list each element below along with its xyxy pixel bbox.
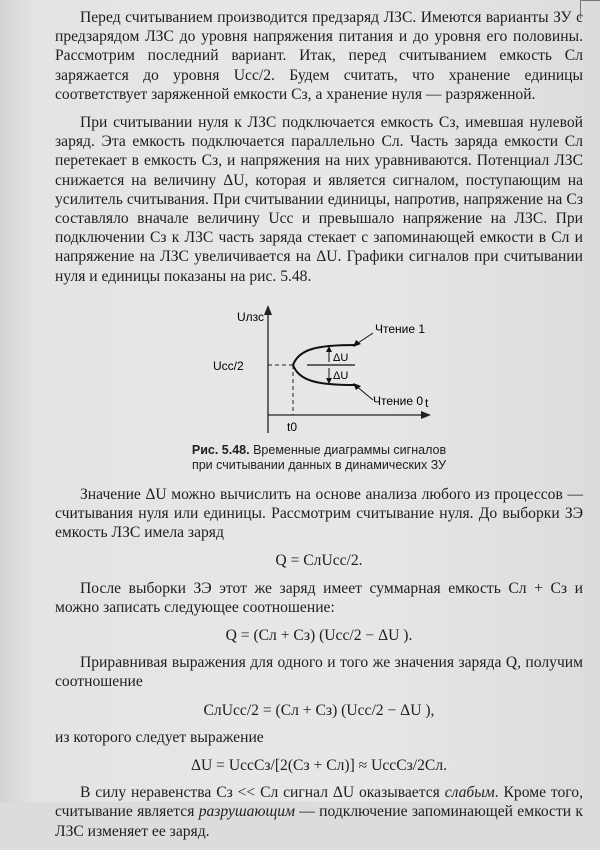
caption-line2: при считывании данных в динамических ЗУ bbox=[191, 457, 447, 472]
paragraph-read-zero-one: При считывании нуля к ЛЗС подключается емкость Сз, имевшая нулевой заряд. Эта емкость подключается параллельно Сл. Часть заряда емкости Сл перетекает в емкость Сз, и напряжения на них уравниваются. Потенциал ЛЗС снижается на величину ΔU, которая и является сигналом, поступающим на усилитель считывания. При считывании единицы, напротив, напряжение на Сз составляло вначале величину Ucc и превышало напряжение на ЛЗС. При подключении Сз к ЛЗС часть заряда стекает с запоминающей емкости в Сл и напряжение на ЛЗС увеличивается на ΔU. Графики сигналов при считывании нуля и единицы показаны на рис. 5.48. bbox=[55, 114, 583, 285]
signal-diagram bbox=[55, 295, 583, 445]
formula-charge: Q = CлUcc/2. bbox=[275, 552, 363, 570]
destructive-term: разрушающим bbox=[198, 803, 295, 821]
paragraph-after-select: После выборки ЗЭ этот же заряд имеет суммарная емкость Сл + Сз и можно записать следующее соотношение: bbox=[55, 579, 583, 616]
t-axis-arrow bbox=[421, 411, 431, 419]
conclusion-part-c: — подключение запоминающей емкости к ЛЗС изменяет ее заряд. bbox=[55, 803, 583, 840]
conclusion-part-a: В силу неравенства Сз << Сл сигнал ΔU оказывается bbox=[80, 784, 445, 802]
formula-sum-capacitance: Q = (Cл + Сз) (Ucc/2 − ΔU ). bbox=[225, 627, 413, 645]
caption-line1: Временные диаграммы сигналов bbox=[253, 442, 447, 457]
y-axis-arrow bbox=[264, 305, 272, 315]
read0-label: Чтение 0 bbox=[373, 393, 424, 408]
conclusion-part-b: . Кроме того, считывание является bbox=[55, 784, 583, 821]
figure-5-48 bbox=[55, 295, 583, 477]
paragraph-equate: Приравнивая выражения для одного и того же значения заряда Q, получим соотношение bbox=[55, 654, 583, 691]
weak-term: слабым bbox=[444, 784, 495, 802]
page-corner-mark bbox=[580, 0, 600, 19]
formula-delta-u: ΔU = UccСз/[2(Сз + Сл)] ≈ UccСз/2Сл. bbox=[190, 757, 447, 775]
read1-label: Чтение 1 bbox=[375, 321, 426, 336]
level-label: Ucc/2 bbox=[213, 358, 244, 373]
delta-label-up: ΔU bbox=[333, 351, 349, 364]
figure-caption bbox=[55, 443, 583, 473]
caption-number: Рис. 5.48. bbox=[191, 442, 250, 457]
text-column bbox=[55, 8, 583, 850]
delta-label-down: ΔU bbox=[333, 369, 349, 382]
paragraph-conclusion bbox=[55, 783, 583, 841]
paragraph-follows: из которого следует выражение bbox=[55, 728, 264, 746]
formula-relation: CлUcc/2 = (Сл + Сз) (Ucc/2 − ΔU ), bbox=[203, 701, 435, 719]
paragraph-precharge: Перед считыванием производится предзаряд ЛЗС. Имеются варианты ЗУ с предзарядом ЛЗС до уровня напряжения питания и до уровня его половины. Рассмотрим последний вариант. Итак, перед считыванием емкость Сл заряжается до уровня Ucc/2. Будем считать, что хранение единицы соответствует заряженной емкости Сз, а хранение нуля — разряженной. bbox=[55, 9, 583, 103]
paragraph-delta-u: Значение ΔU можно вычислить на основе анализа любого из процессов — считывания нуля или единицы. Рассмотрим считывание нуля. До выборки ЗЭ емкость ЛЗС имела заряд bbox=[55, 485, 583, 542]
t0-label: t0 bbox=[287, 419, 298, 434]
y-axis-label: Uлзс bbox=[237, 309, 265, 324]
t-label: t bbox=[425, 395, 429, 410]
